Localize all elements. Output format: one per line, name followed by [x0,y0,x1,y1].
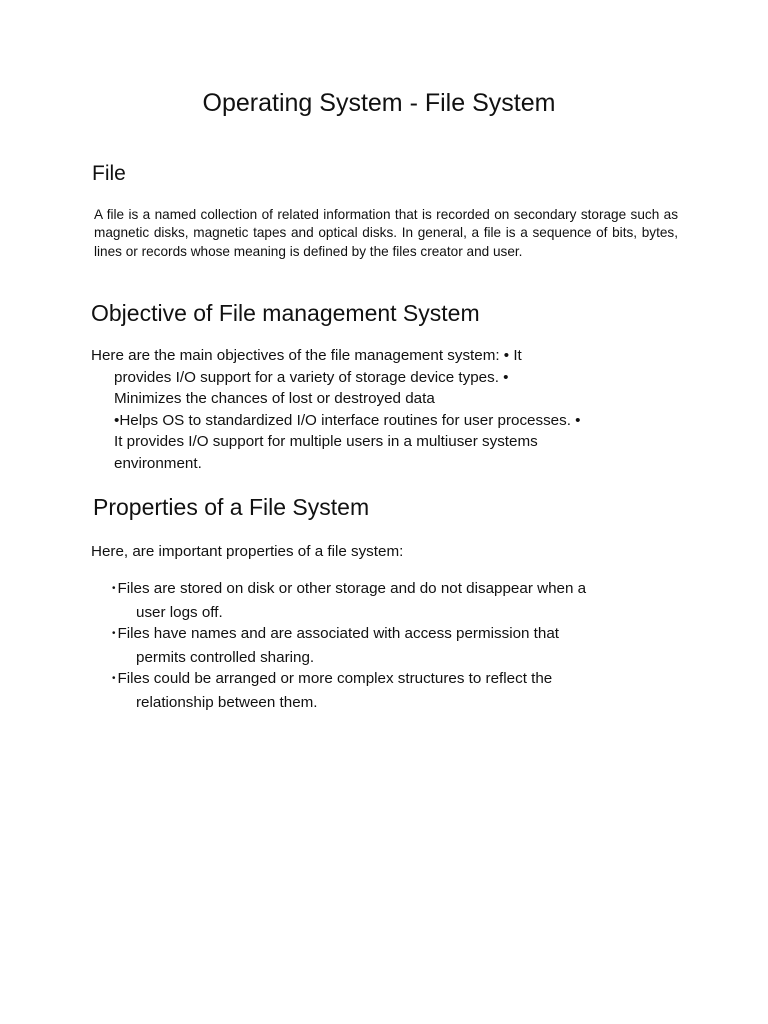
objective-line: Here are the main objectives of the file management system: • It [91,347,522,364]
list-item-text: Files are stored on disk or other storage and do not disappear when a [117,580,587,597]
section-heading-objective: Objective of File management System [91,300,480,326]
list-item-text: Files could be arranged or more complex structures to reflect the [117,670,553,688]
objective-line: •Helps OS to standardized I/O interface routines for user processes. • [114,411,581,429]
list-item-first-line [112,578,672,602]
objective-line: environment. [114,454,202,472]
section-heading-properties: Properties of a File System [93,494,370,520]
objective-line: It provides I/O support for multiple users in a multiuser systems [114,433,538,451]
section-heading-file: File [92,162,126,185]
objective-line: Minimizes the chances of lost or destroyed data [114,390,435,408]
list-item-first-line [112,623,672,647]
list-item [112,623,672,668]
list-item [112,668,672,713]
list-item-continuation: user logs off. [136,603,223,621]
objective-text-block [91,345,691,475]
bullet-icon: • [112,628,116,640]
properties-intro: Here, are important properties of a file system: [91,543,404,560]
list-item-continuation: relationship between them. [136,693,318,711]
objective-line: provides I/O support for a variety of storage device types. • [114,368,509,386]
bullet-icon: • [112,583,116,594]
file-paragraph: A file is a named collection of related information that is recorded on secondary storage such as magnetic disks, magnetic tapes and optical disks. In general, a file is a sequence of bits, bytes, lines or records whose meaning is defined by the files creator and user. [94,207,678,259]
bullet-icon: • [112,673,116,685]
list-item-continuation: permits controlled sharing. [136,648,315,666]
list-item-first-line [112,668,672,692]
list-item-text: Files have names and are associated with access permission that [117,625,560,643]
properties-list [112,578,672,714]
page-title: Operating System - File System [202,89,556,117]
list-item [112,578,672,623]
